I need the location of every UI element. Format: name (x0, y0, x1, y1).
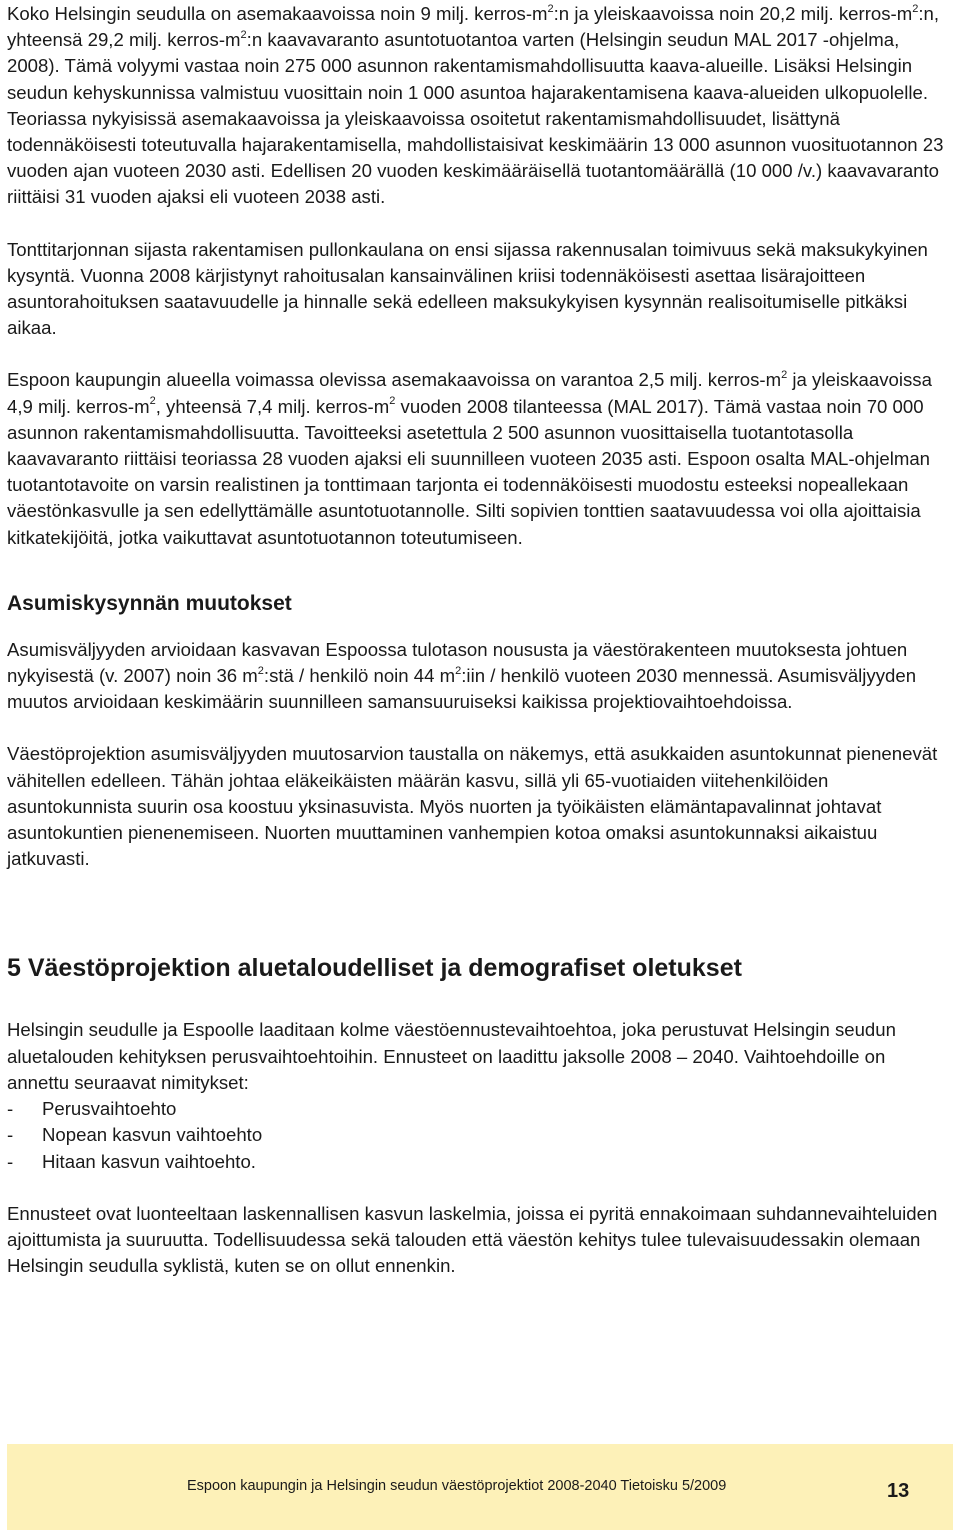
scenario-list (7, 1096, 947, 1175)
page-content (7, 0, 947, 1279)
paragraph-asumisvaljyys: Asumisväljyyden arvioidaan kasvavan Espoossa tulotason noususta ja väestörakenteen muutoksesta johtuen nykyisestä (v. 2007) noin 36 $m^2:stä$ / henkilö noin 44 $m^2:iin$ / henkilö vuoteen 2030 mennessä. Asumisväljyyden muutos arvioidaan keskimäärin suunnilleen samansuuruiseksi kaikissa projektiovaihtoehdoissa. (7, 638, 917, 713)
list-item: - Perusvaihtoehto (7, 1096, 947, 1122)
list-item: - Hitaan kasvun vaihtoehto. (7, 1149, 947, 1175)
paragraph-kaavavaranto-helsinki: Koko Helsingin seudulla on asemakaavoissa noin 9 milj. kerros-$m^2:n$ ja yleiskaavoissa noin 20,2 milj. kerros-$m^2:n$, yhteensä 29,2 milj. kerros-$m^2:n$ kaavavaranto asuntotuotantoa varten (Helsingin seudun MAL 2017 -ohjelma, 2008). Tämä volyymi vastaa noin 275 000 asunnon rakentamismahdollisuutta kaava-alueille. Lisäksi Helsingin seudun kehyskunnissa valmistuu vuosittain noin 1 000 asuntoa hajarakentamisena kaava-alueiden ulkopuolelle. Teoriassa nykyisissä asemakaavoissa ja yleiskaavoissa osoitetut rakentamismahdollisuudet, lisättynä todennäköisesti toteutuvalla hajarakentamisella, mahdollistaisivat keskimäärin 13 000 asunnon vuosituotannon 23 vuoden ajan vuoteen 2030 asti. Edellisen 20 vuoden keskimääräisellä tuotantomäärällä (10 000 /v.) kaavavaranto riittäisi 31 vuoden ajaksi eli vuoteen 2038 asti. (7, 2, 944, 208)
section-heading-asumiskysynta: Asumiskysynnän muutokset (7, 591, 292, 615)
footer-publication-title: Espoon kaupungin ja Helsingin seudun väestöprojektiot 2008-2040 Tietoisku 5/2009 (187, 1478, 727, 1494)
list-bullet: - (7, 1124, 14, 1146)
list-bullet: - (7, 1150, 14, 1172)
paragraph-tonttitarjonta: Tonttitarjonnan sijasta rakentamisen pullonkaulana on ensi sijassa rakennusalan toimivuus sekä maksukykyinen kysyntä. Vuonna 2008 kärjistynyt rahoitusalan kansainvälinen kriisi todennäköisesti asettaa lisärajoitteen asuntorahoituksen saatavuudelle ja hinnalle sekä edelleen maksukykyisen kysynnän realisoitumiselle pitkäksi aikaa. (7, 238, 928, 339)
chapter-heading-oletukset: 5 Väestöprojektion aluetaloudelliset ja demografiset oletukset (7, 954, 742, 983)
paragraph-laskelmat: Ennusteet ovat luonteeltaan laskennallisen kasvun laskelmia, joissa ei pyritä ennakoimaan suhdannevaihteluiden ajoittumista ja suuruutta. Todellisuudessa sekä talouden että väestön kehitys tulee tulevaisuudessakin olemaan Helsingin seudulla syklistä, kuten se on ollut ennenkin. (7, 1202, 938, 1277)
page-footer (7, 1444, 953, 1530)
paragraph-vaihtoehdot: Helsingin seudulle ja Espoolle laaditaan kolme väestöennustevaihtoehtoa, joka perustuvat Helsingin seudun aluetalouden kehityksen perusvaihtoehtoihin. Ennusteet on laadittu jaksolle 2008 – 2040. Vaihtoehdoille on annettu seuraavat nimitykset: (7, 1019, 896, 1093)
list-item: - Nopean kasvun vaihtoehto (7, 1122, 947, 1148)
paragraph-kaavavaranto-espoo: Espoon kaupungin alueella voimassa olevissa asemakaavoissa on varantoa 2,5 milj. kerros-$m^2$ ja yleiskaavoissa 4,9 milj. kerros-$m^2$, yhteensä 7,4 milj. kerros-$m^2$ vuoden 2008 tilanteessa (MAL 2017). Tämä vastaa noin 70 000 asunnon rakentamismahdollisuutta. Tavoitteeksi asetettula 2 500 asunnon vuosittaisella tuotantotasolla kaavavaranto riittäisi teoriassa 28 vuoden ajaksi eli suunnilleen vuoteen 2035 asti. Espoon osalta MAL-ohjelman tuotantotavoite on varsin realistinen ja tonttimaan tarjonta ei todennäköisesti muodostu esteeksi nopeallekaan väestönkasvulle ja sen edellyttämälle asuntotuotannolle. Silti sopivien tonttien saatavuudessa voi olla ajoittaisia kitkatekijöitä, jotka vaikuttavat asuntotuotannon toteutumiseen. (7, 369, 932, 548)
paragraph-asuntokunnat: Väestöprojektion asumisväljyyden muutosarvion taustalla on näkemys, että asukkaiden asuntokunnat pienenevät vähitellen edelleen. Tähän johtaa eläkeikäisten määrän kasvu, sillä yli 65-vuotiaiden viitehenkilöiden asuntokunnista suurin osa koostuu yksinasuvista. Myös nuorten ja työikäisten elämäntapavalinnat johtavat asuntokuntien pienenemiseen. Nuorten muuttaminen vanhempien kotoa omaksi asuntokunnaksi aikaistuu jatkuvasti. (7, 743, 938, 870)
page-number: 13 (887, 1480, 910, 1502)
list-bullet: - (7, 1098, 14, 1120)
